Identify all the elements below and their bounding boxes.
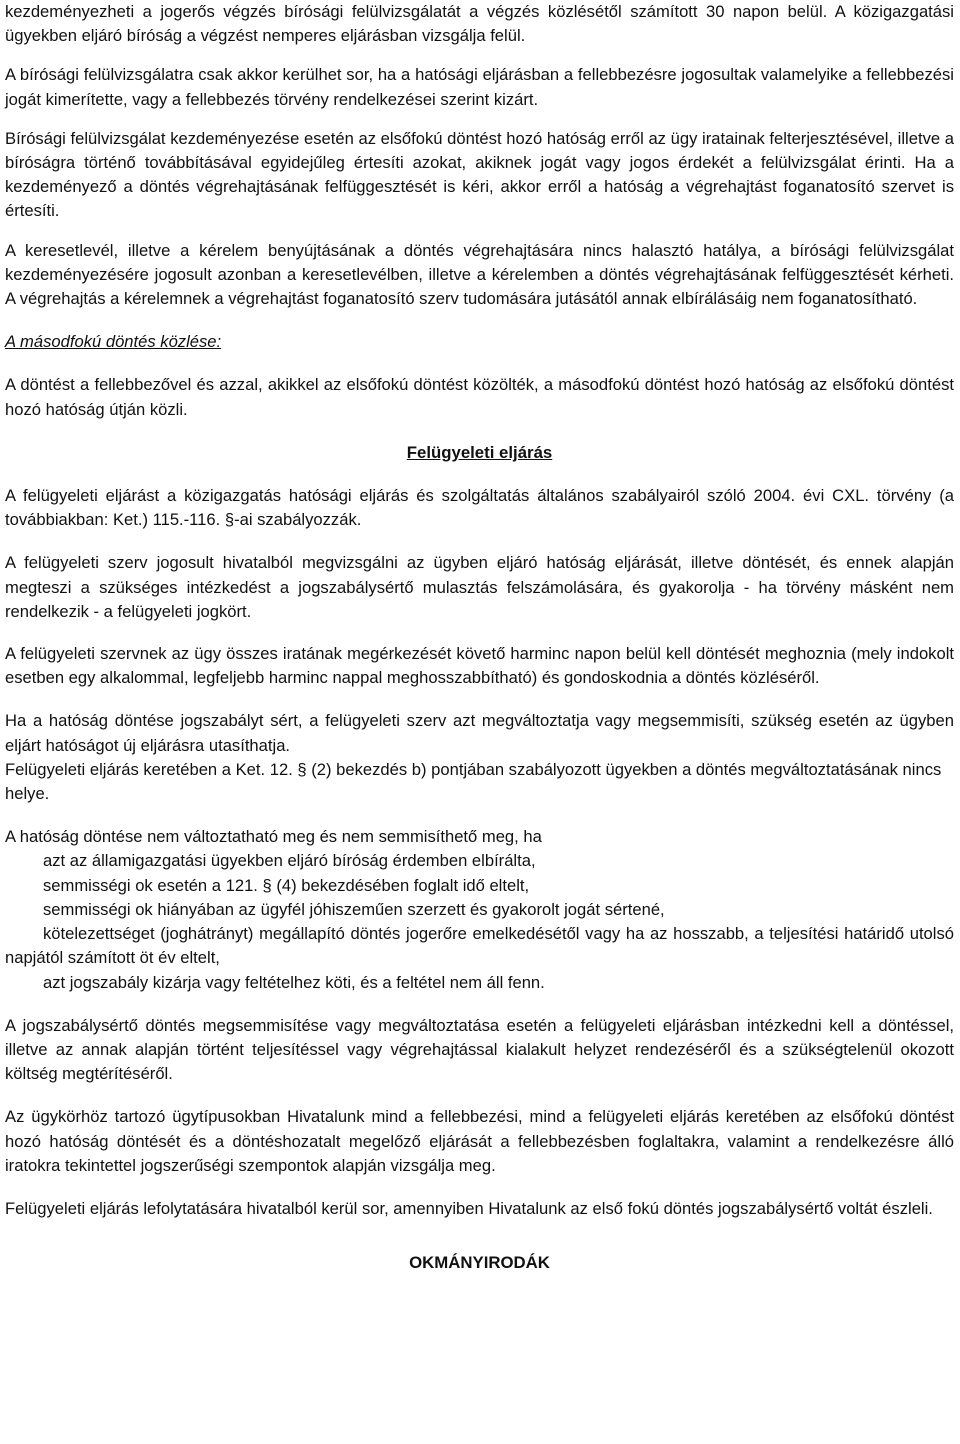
paragraph-annulment-consequences: A jogszabálysértő döntés megsemmisítése vagy megváltoztatása esetén a felügyeleti eljárásban intézkedni kell a döntéssel, illetve az annak alapján történt teljesítéssel vagy végrehajtással kialakult helyzet rendezéséről és a szükségtelenül okozott költség megtérítéséről. [5, 1015, 954, 1084]
list-item: azt jogszabály kizárja vagy feltételhez köti, és a feltétel nem áll fenn. [43, 972, 545, 992]
section-title-supervisory-procedure: Felügyeleti eljárás [406, 442, 553, 462]
paragraph-suspension-request: A keresetlevél, illetve a kérelem benyújtásának a döntés végrehajtására nincs halasztó hatálya, a bírósági felülvizsgálat kezdeményezésére jogosult azonban a keresetlevélben, illetve a kérelemben a döntés végrehajtásának felfüggesztését kérheti. A végrehajtás a kérelemnek a végrehajtást foganatosító szerv tudomására jutásától annak elbírálásáig nem foganatosítható. [5, 240, 954, 309]
paragraph-supervisory-authority: A felügyeleti szerv jogosult hivatalból megvizsgálni az ügyben eljáró hatóság eljárását, illetve döntését, és ennek alapján megteszi a szükséges intézkedést a jogszabálysértő mulasztás felszámolására, és gyakorolja - ha törvény másként nem rendelkezik - a felügyeleti jogkört. [5, 553, 954, 621]
paragraph-review-notification: Bírósági felülvizsgálat kezdeményezése esetén az elsőfokú döntést hozó hatóság erről az ügy iratainak felterjesztésével, illetve a bíróságra történő továbbításával egyidejűleg értesíti azokat, akiknek jogát vagy jogos érdekét a felülvizsgálat érinti. Ha a kezdeményező a döntés végrehajtásának felfüggesztését is kéri, akkor erről a hatóság a végrehajtást foganatosító szervet is értesíti. [5, 128, 954, 221]
paragraph-immutability-intro: A hatóság döntése nem változtatható meg és nem semmisíthető meg, ha [5, 827, 542, 847]
paragraph-supervisory-deadline: A felügyeleti szervnek az ügy összes iratának megérkezését követő harminc napon belül kell döntését meghoznia (mely indokolt esetben egy alkalommal, legfeljebb harminc nappal meghosszabbítható) és gondoskodnia a döntés közléséről. [5, 644, 954, 688]
paragraph-second-instance-delivery: A döntést a fellebbezővel és azzal, akikkel az elsőfokú döntést közölték, a másodfokú döntést hozó hatóság az elsőfokú döntést hozó hatóság útján közli. [5, 375, 954, 419]
paragraph-unlawful-decision: Ha a hatóság döntése jogszabályt sért, a felügyeleti szerv azt megváltoztatja vagy megsemmisíti, szükség esetén az ügyben eljárt hatóságot új eljárásra utasíthatja. [5, 711, 954, 755]
section-title-document-offices: OKMÁNYIRODÁK [409, 1253, 550, 1273]
subheading-second-instance-delivery: A másodfokú döntés közlése: [5, 332, 222, 352]
paragraph-supervisory-legal-basis: A felügyeleti eljárást a közigazgatás hatósági eljárás és szolgáltatás általános szabályairól szóló 2004. évi CXL. törvény (a továbbiakban: Ket.) 115.-116. §-ai szabályozzák. [5, 486, 954, 530]
paragraph-judicial-review-initiation: kezdeményezheti a jogerős végzés bírósági felülvizsgálatát a végzés közlésétől számított 30 napon belül. A közigazgatási ügyekben eljáró bíróság a végzést nemperes eljárásban vizsgálja felül. [5, 2, 954, 46]
paragraph-review-conditions: A bírósági felülvizsgálatra csak akkor kerülhet sor, ha a hatósági eljárásban a fellebbezésre jogosultak valamelyike a fellebbezési jogát kimerítette, vagy a fellebbezés törvény rendelkezései szerint kizárt. [5, 65, 954, 109]
paragraph-office-review-scope: Az ügykörhöz tartozó ügytípusokban Hivatalunk mind a fellebbezési, mind a felügyeleti eljárás keretében az elsőfokú döntést hozó hatóság döntését és a döntéshozatalt megelőző eljárását a fellebbezésben foglaltakra, valamint a rendelkezésre álló iratokra tekintettel jogszerűségi szempontok alapján vizsgálja meg. [5, 1107, 954, 1175]
list-item: azt az államigazgatási ügyekben eljáró bíróság érdemben elbírálta, [43, 851, 536, 871]
list-item: semmisségi ok hiányában az ügyfél jóhiszeműen szerzett és gyakorolt jogát sértené, [43, 899, 665, 919]
paragraph-ex-officio-procedure: Felügyeleti eljárás lefolytatására hivatalból kerül sor, amennyiben Hivatalunk az első fokú döntés jogszabálysértő voltát észleli. [5, 1198, 933, 1218]
list-item: semmisségi ok esetén a 121. § (4) bekezdésében foglalt idő eltelt, [43, 875, 530, 895]
list-item: kötelezettséget (joghátrányt) megállapító döntés jogerőre emelkedésétől vagy ha az hosszabb, a teljesítési határidő utolsó napjától számított öt év eltelt, [5, 924, 954, 968]
paragraph-no-modification-cases: Felügyeleti eljárás keretében a Ket. 12. § (2) bekezdés b) pontjában szabályozott ügyekben a döntés megváltoztatásának nincs helye. [5, 759, 942, 804]
